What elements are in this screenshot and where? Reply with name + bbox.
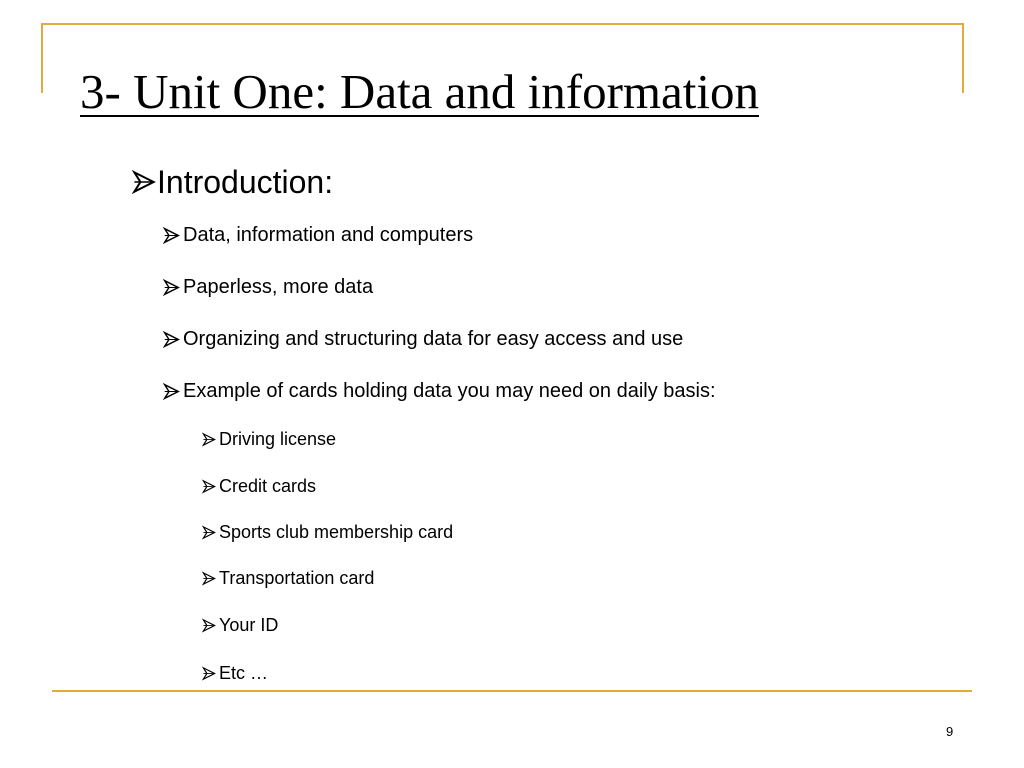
arrow-bullet-icon — [202, 525, 216, 540]
card-list-item-text: Transportation card — [219, 568, 375, 588]
page-number: 9 — [946, 724, 954, 739]
sub-bullet-text: Example of cards holding data you may need on daily basis: — [183, 380, 716, 402]
arrow-bullet-icon — [202, 571, 216, 586]
arrow-bullet-icon — [163, 279, 180, 296]
card-list-item-text: Etc … — [219, 663, 269, 683]
arrow-bullet-icon — [202, 666, 216, 681]
sub-bullet — [163, 378, 716, 404]
frame-right-line — [962, 23, 964, 93]
sub-bullet-text: Data, information and computers — [183, 224, 474, 246]
sub-bullet — [163, 222, 473, 248]
arrow-bullet-icon — [163, 227, 180, 244]
sub-bullet-text: Organizing and structuring data for easy access and use — [183, 328, 684, 350]
frame-bottom-line — [52, 690, 972, 692]
arrow-bullet-icon — [132, 169, 156, 195]
arrow-bullet-icon — [163, 383, 180, 400]
card-list-item — [202, 520, 453, 544]
arrow-bullet-icon — [163, 331, 180, 348]
sub-bullet — [163, 274, 373, 300]
arrow-bullet-icon — [202, 479, 216, 494]
card-list-item — [202, 474, 316, 498]
frame-left-line — [41, 23, 43, 93]
card-list-item-text: Driving license — [219, 429, 337, 449]
card-list-item — [202, 613, 278, 637]
card-list-item — [202, 427, 336, 451]
card-list-item-text: Credit cards — [219, 476, 317, 496]
card-list-item — [202, 566, 374, 590]
sub-bullet — [163, 326, 683, 352]
card-list-item-text: Sports club membership card — [219, 522, 454, 542]
arrow-bullet-icon — [202, 432, 216, 447]
bullet-introduction-text: Introduction: — [157, 164, 334, 200]
sub-bullet-text: Paperless, more data — [183, 276, 374, 298]
arrow-bullet-icon — [202, 618, 216, 633]
card-list-item — [202, 661, 268, 685]
frame-top-line — [41, 23, 964, 25]
slide-title: 3- Unit One: Data and information — [80, 64, 760, 119]
card-list-item-text: Your ID — [219, 615, 279, 635]
bullet-introduction — [132, 162, 333, 202]
